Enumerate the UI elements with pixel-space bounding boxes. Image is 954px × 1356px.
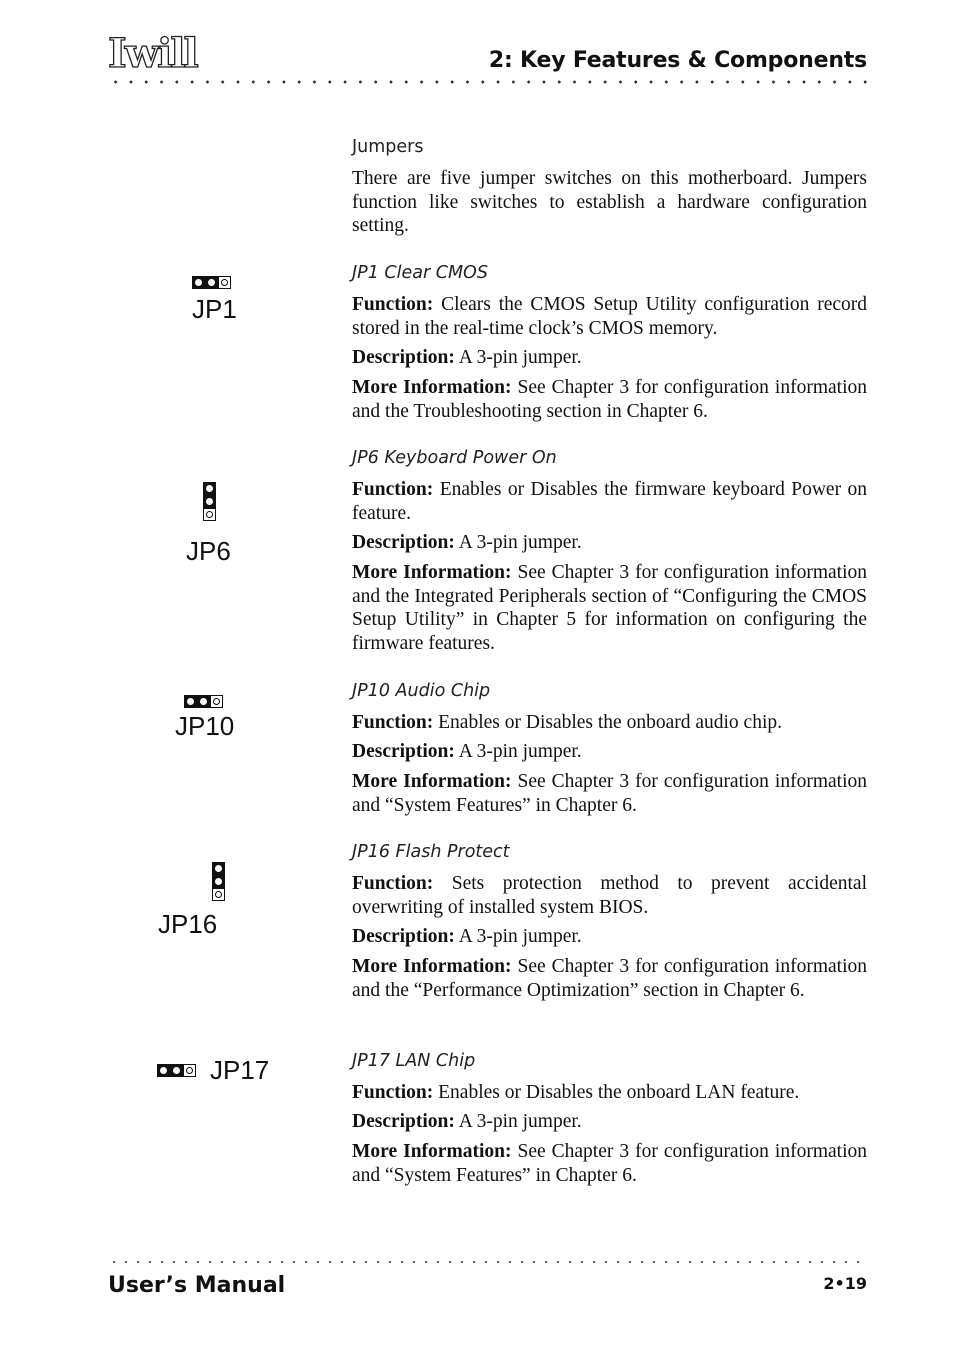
- jp10-jumper-diagram: [184, 695, 223, 708]
- intro-paragraph: There are five jumper switches on this motherboard. Jumpers function like switches to establish a hardware configuration setting.: [352, 168, 867, 237]
- function-text: Clears the CMOS Setup Utility configuration record stored in the real-time clock’s CMOS memory.: [352, 294, 867, 339]
- jp6-heading: JP6 Keyboard Power On: [352, 448, 557, 468]
- jumper-pin: [218, 276, 231, 289]
- jp17-more-info: [352, 1140, 867, 1187]
- function-text: Enables or Disables the onboard LAN feature.: [438, 1082, 800, 1103]
- jp17-label: JP17: [210, 1055, 270, 1085]
- jp16-jumper-diagram: [212, 862, 225, 901]
- jp6-jumper-diagram: [203, 482, 216, 521]
- description-label: Description:: [352, 926, 455, 947]
- chapter-title: 2: Key Features & Components: [488, 48, 867, 73]
- jp10-label: JP10: [175, 711, 235, 741]
- more-info-text: See Chapter 3 for configuration information and “System Features” in Chapter 6.: [352, 771, 867, 816]
- function-text: Sets protection method to prevent accidental overwriting of installed system BIOS.: [352, 873, 867, 918]
- jumper-pin: [210, 695, 223, 708]
- description-label: Description:: [352, 1111, 455, 1132]
- jp16-function: [352, 872, 867, 919]
- jp17-function: [352, 1081, 867, 1105]
- description-label: Description:: [352, 741, 455, 762]
- jp6-label: JP6: [186, 536, 231, 566]
- description-label: Description:: [352, 532, 455, 553]
- jp17-jumper-diagram: [157, 1064, 196, 1077]
- jumper-pin: [212, 888, 225, 901]
- jumper-pin: [192, 276, 205, 289]
- jumper-pin: [212, 875, 225, 888]
- jp6-function: [352, 478, 867, 525]
- function-label: Function:: [352, 873, 434, 894]
- description-text: A 3-pin jumper.: [458, 532, 582, 553]
- jumper-pin: [203, 508, 216, 521]
- jumper-pin: [183, 1064, 196, 1077]
- description-label: Description:: [352, 347, 455, 368]
- function-text: Enables or Disables the onboard audio chip.: [438, 712, 783, 733]
- jp16-description: [352, 925, 867, 949]
- function-label: Function:: [352, 479, 434, 500]
- jp1-label: JP1: [192, 294, 237, 324]
- description-text: A 3-pin jumper.: [458, 1111, 582, 1132]
- jp1-description: [352, 346, 867, 370]
- manual-title: User’s Manual: [108, 1273, 286, 1298]
- function-label: Function:: [352, 712, 434, 733]
- jumper-pin: [203, 495, 216, 508]
- footer-divider: [108, 1260, 867, 1264]
- jp6-description: [352, 531, 867, 555]
- page-number: 2•19: [823, 1274, 867, 1293]
- section-heading-jumpers: Jumpers: [352, 137, 424, 157]
- jp16-label: JP16: [158, 909, 218, 939]
- more-info-text: See Chapter 3 for configuration information and the Integrated Peripherals section of “Configuring the CMOS Setup Utility” in Chapter 5 for information on configuring the firmware features.: [352, 562, 867, 654]
- jp1-function: [352, 293, 867, 340]
- jp17-description: [352, 1110, 867, 1134]
- jumper-pin: [203, 482, 216, 495]
- description-text: A 3-pin jumper.: [458, 347, 582, 368]
- jp6-more-info: [352, 561, 867, 655]
- jumper-pin: [170, 1064, 183, 1077]
- header-divider: [108, 80, 867, 84]
- more-info-text: See Chapter 3 for configuration information and the “Performance Optimization” section in Chapter 6.: [352, 956, 867, 1001]
- function-label: Function:: [352, 1082, 434, 1103]
- description-text: A 3-pin jumper.: [458, 926, 582, 947]
- more-info-text: See Chapter 3 for configuration information and the Troubleshooting section in Chapter 6.: [352, 377, 867, 422]
- more-info-label: More Information:: [352, 1141, 512, 1162]
- jp10-more-info: [352, 770, 867, 817]
- jp1-heading: JP1 Clear CMOS: [352, 263, 488, 283]
- jp16-more-info: [352, 955, 867, 1002]
- more-info-text: See Chapter 3 for configuration information and “System Features” in Chapter 6.: [352, 1141, 867, 1186]
- jp10-heading: JP10 Audio Chip: [352, 681, 491, 701]
- description-text: A 3-pin jumper.: [458, 741, 582, 762]
- more-info-label: More Information:: [352, 562, 512, 583]
- more-info-label: More Information:: [352, 956, 512, 977]
- function-label: Function:: [352, 294, 434, 315]
- jumper-pin: [212, 862, 225, 875]
- more-info-label: More Information:: [352, 771, 512, 792]
- jp16-heading: JP16 Flash Protect: [352, 842, 510, 862]
- jp1-jumper-diagram: [192, 276, 231, 289]
- jumper-pin: [157, 1064, 170, 1077]
- jp1-more-info: [352, 376, 867, 423]
- jumper-pin: [205, 276, 218, 289]
- function-text: Enables or Disables the firmware keyboard Power on feature.: [352, 479, 867, 524]
- jumper-pin: [197, 695, 210, 708]
- jp17-heading: JP17 LAN Chip: [352, 1051, 476, 1071]
- more-info-label: More Information:: [352, 377, 512, 398]
- jp10-description: [352, 740, 867, 764]
- jumper-pin: [184, 695, 197, 708]
- jp10-function: [352, 711, 867, 735]
- brand-logo: Iwill: [108, 30, 197, 77]
